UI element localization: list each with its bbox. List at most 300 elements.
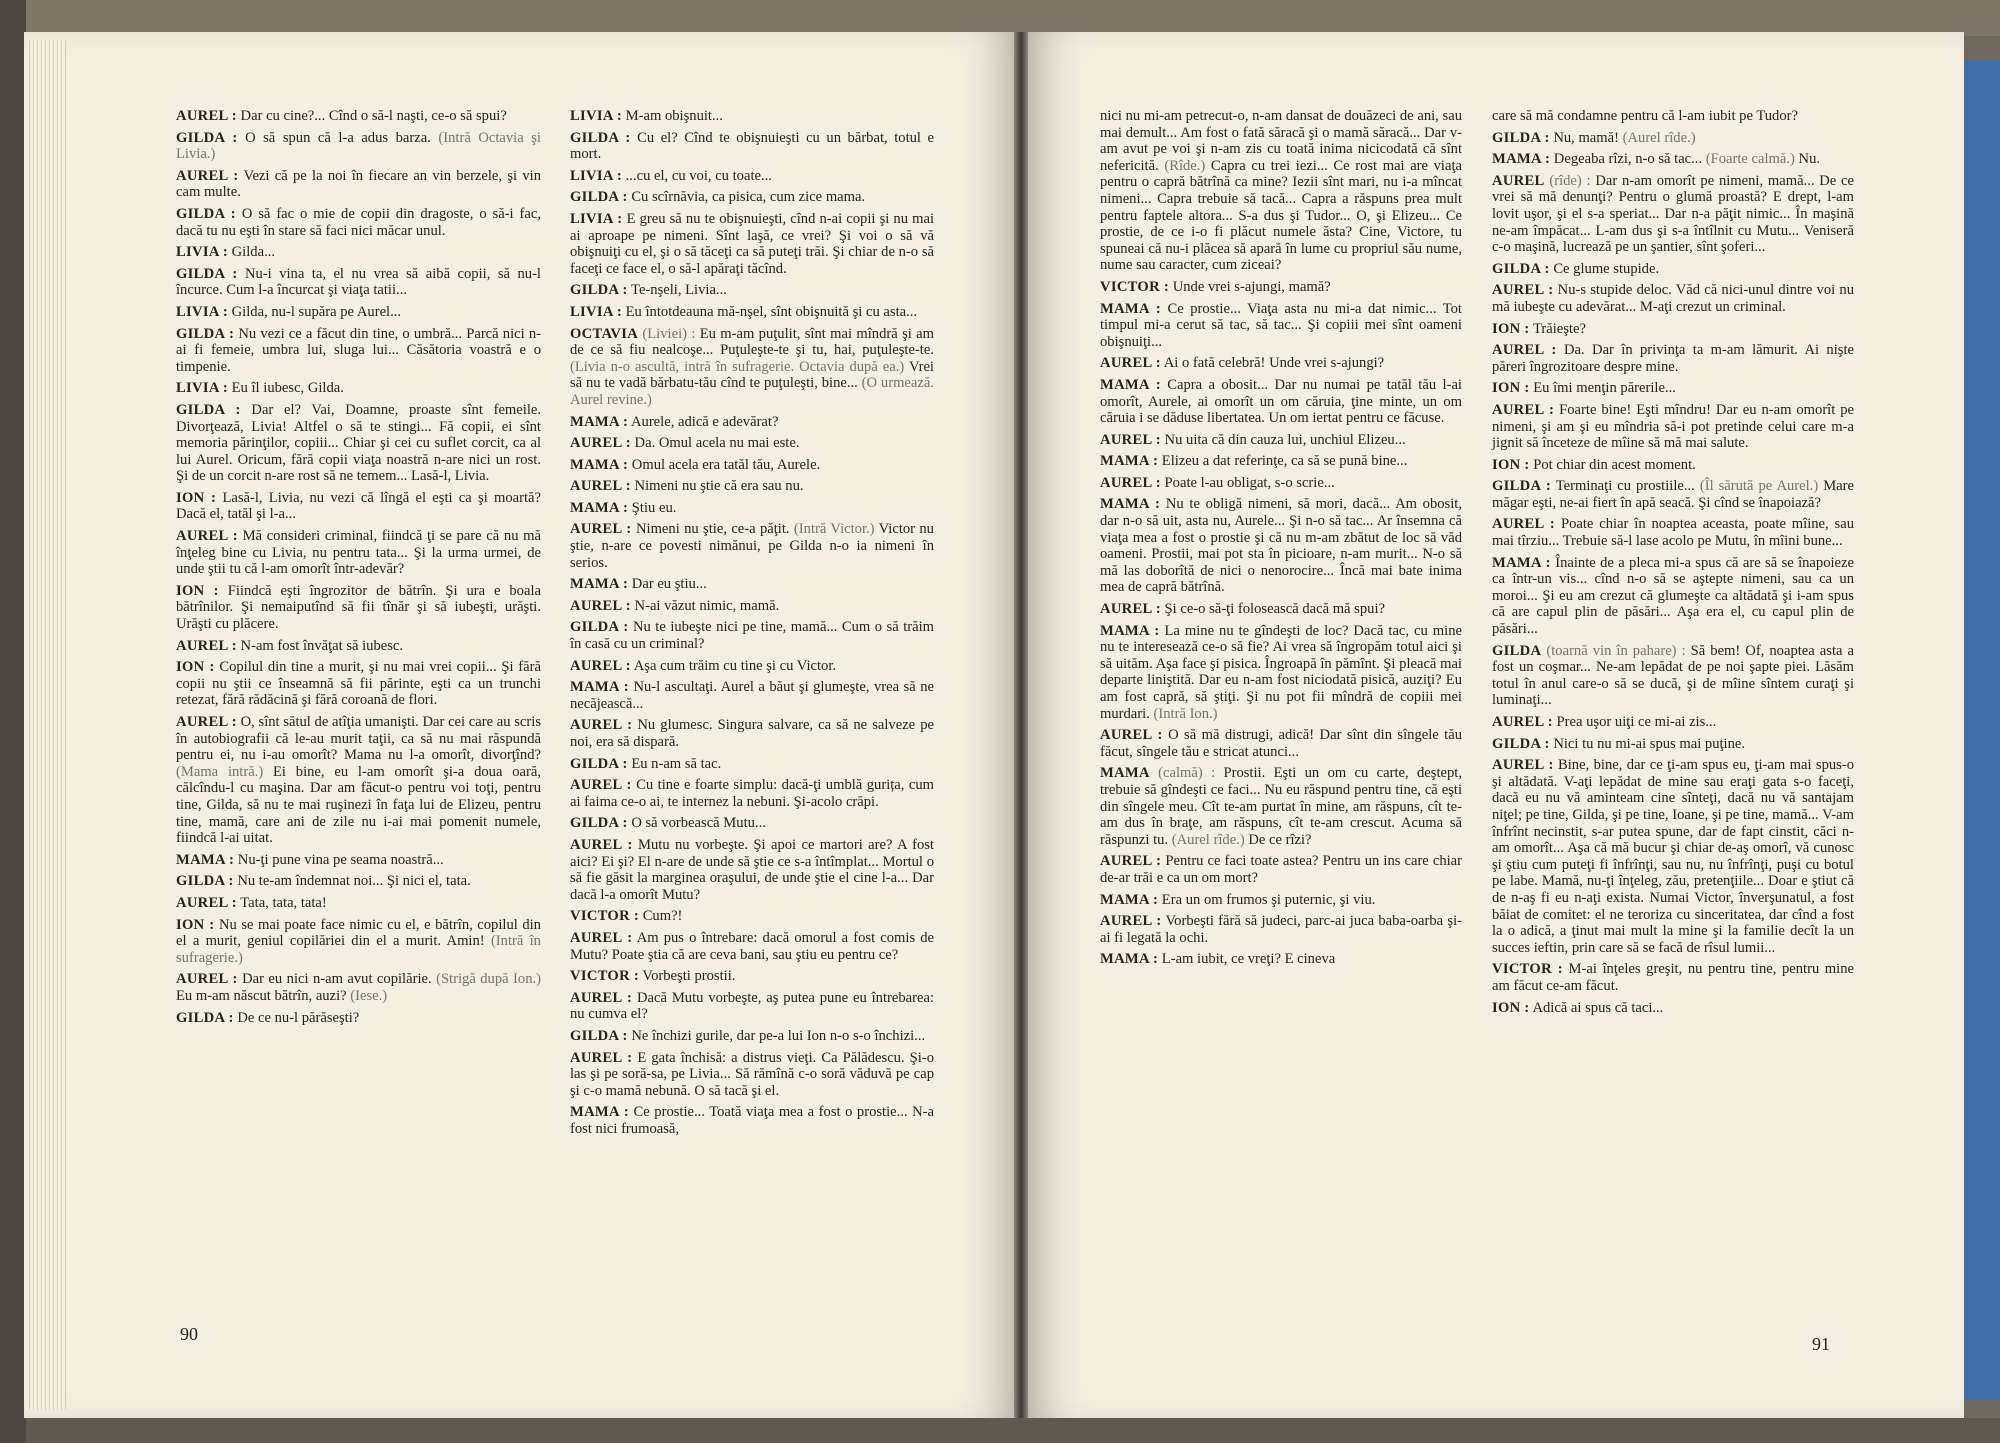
dialogue-line <box>176 873 541 890</box>
dialogue-text: Vrei să nu te vadă bărbatu-tău cînd te puţuleşti, bine... <box>570 358 934 392</box>
dialogue-text: O să mă distrugi, adică! Dar sînt din sîngele tău făcut, sîngele tău e stricat atunci... <box>1100 727 1462 760</box>
dialogue-line <box>570 576 934 593</box>
dialogue-text: Nu. <box>1798 151 1821 168</box>
speaker-name: LIVIA : <box>570 210 623 227</box>
dialogue-text: Trăieşte? <box>1532 320 1586 337</box>
speaker-name: MAMA : <box>570 576 629 593</box>
dialogue-text: Ştiu eu. <box>631 499 677 516</box>
speaker-name: ION : <box>1492 456 1530 473</box>
dialogue-text: Eu întotdeauna mă-nşel, sînt obişnuită şi cu asta... <box>625 303 918 320</box>
dialogue-text: Da. Omul acela nu mai este. <box>634 435 800 452</box>
dialogue-line <box>1492 757 1854 956</box>
dialogue-line <box>570 1104 934 1137</box>
speaker-name: GILDA : <box>1492 260 1550 277</box>
speaker-name: LIVIA : <box>176 303 228 320</box>
page-number-left: 90 <box>180 1324 198 1344</box>
dialogue-line <box>570 211 934 277</box>
speaker-name: GILDA : <box>176 129 238 146</box>
dialogue-line <box>176 917 541 967</box>
speaker-name: MAMA : <box>570 413 629 430</box>
speaker-name: ION : <box>176 659 215 676</box>
dialogue-text: Tata, tata, tata! <box>240 894 327 911</box>
dialogue-line <box>1492 261 1854 278</box>
speaker-name: AUREL : <box>570 929 633 946</box>
dialogue-line <box>176 304 541 321</box>
dialogue-line <box>1492 151 1854 168</box>
dialogue-line <box>176 528 541 578</box>
dialogue-text: Prea uşor uiţi ce mi-ai zis... <box>1556 714 1717 730</box>
speaker-name: AUREL : <box>176 108 237 124</box>
dialogue-text: Unde vrei s-ajungi, mamă? <box>1172 278 1331 295</box>
dialogue-line <box>570 521 934 571</box>
dialogue-text: Ei bine, eu l-am omorît şi-a doua oară, călcîndu-l cu maşina. Dar am făcut-o pentru voi toţi, pentru tine, Gilda, să nu te mai ruşinezi în faţa lui de Elizeu, pentru tine, mamă, care ani de zile nu i-ai mai pomenit numele, fiindcă l-ai uitat. <box>176 763 541 847</box>
dialogue-text: Nimeni nu ştie, ce-a păţit. <box>635 521 790 538</box>
dialogue-line <box>1100 892 1462 909</box>
dialogue-text: Nu vezi ce a făcut din tine, o umbră... Parcă nici n-ai fi femeie, umbra lui, sluga lui... Căsătoria voastră e o timpenie. <box>176 325 542 375</box>
dialogue-line <box>1492 130 1854 147</box>
dialogue-line <box>176 659 541 709</box>
dialogue-line <box>1100 108 1462 274</box>
speaker-name: AUREL : <box>570 435 631 452</box>
dialogue-line <box>1100 355 1462 372</box>
page-edges <box>26 40 66 1410</box>
speaker-name: AUREL : <box>1100 355 1161 372</box>
dialogue-line <box>1100 301 1462 351</box>
speaker-name: AUREL : <box>570 1049 633 1066</box>
dialogue-line <box>176 490 541 523</box>
dialogue-text: Da. Dar în privinţa ta m-am lămurit. Ai nişte păreri îngrozitoare despre mine. <box>1492 342 1854 375</box>
dialogue-text: Eu n-am să tac. <box>631 755 722 772</box>
speaker-name: AUREL : <box>1100 913 1162 930</box>
speaker-name: MAMA : <box>1100 891 1159 908</box>
dialogue-text: Elizeu a dat referinţe, ca să se pună bine... <box>1161 453 1408 470</box>
dialogue-text: Dar eu ştiu... <box>631 576 707 593</box>
dialogue-text: O să vorbească Mutu... <box>631 815 766 832</box>
dialogue-text: M-ai înţeles greşit, nu pentru tine, pentru mine am făcut ce-am făcut. <box>1492 961 1854 994</box>
dialogue-line <box>1492 173 1854 256</box>
dialogue-text: Nu te obligă nimeni, să mori, dacă... Am obosit, dar n-o să uit, asta nu, Aurele... Şi n-o să tac... Ar însemna că viaţa mea a fost o prostie şi că nu m-am zbătut de loc să văd oameni. Prostii, mai pot sta în picioare, n-am murit... N-o să mă las doborîtă de nici o nenorocire... Încă mai bate inima mea de capră bătrînă. <box>1100 496 1462 596</box>
book-gutter <box>1014 32 1028 1418</box>
text-column-1 <box>176 108 541 1031</box>
speaker-name: MAMA : <box>1492 554 1551 571</box>
speaker-name: AUREL <box>1492 172 1545 189</box>
bookmark-edge <box>1958 60 2000 1400</box>
dialogue-line <box>570 990 934 1023</box>
speaker-name: LIVIA : <box>570 108 622 124</box>
dialogue-line <box>570 435 934 452</box>
stage-direction: (Mama intră.) <box>176 763 264 780</box>
dialogue-line <box>176 168 541 201</box>
book-cover-top <box>0 0 2000 36</box>
speaker-name: MAMA : <box>1100 300 1161 317</box>
dialogue-text: Nu-ţi pune vina pe seama noastră... <box>237 851 444 868</box>
stage-direction: (Foarte calmă.) <box>1705 151 1795 168</box>
dialogue-text: Nu glumesc. Singura salvare, ca să ne salveze pe noi, era să dispară. <box>570 717 935 750</box>
dialogue-line <box>570 1050 934 1100</box>
speaker-name: ION : <box>176 916 215 933</box>
speaker-name: AUREL : <box>1100 431 1161 448</box>
dialogue-text: Prostii. Eşti un om cu carte, deştept, trebuie să gîndeşti ce faci... Nu eu răspund pentru tine, că eşti din sîngele meu. Cît te-am purtat în mine, am răspuns, cît te-am dus în braţe, am răspuns, cît te-am crescut. Acuma să răspunzi tu. <box>1100 765 1462 848</box>
dialogue-text: Eu îl iubesc, Gilda. <box>231 380 344 397</box>
speaker-name: AUREL : <box>570 836 633 853</box>
dialogue-text: Eu îmi menţin părerile... <box>1533 380 1676 397</box>
speaker-name: MAMA <box>1100 765 1150 782</box>
speaker-name: GILDA : <box>176 401 241 418</box>
dialogue-line <box>1492 1000 1854 1017</box>
dialogue-text: Dacă Mutu vorbeşte, aş putea pune eu întrebarea: nu cumva el? <box>570 989 935 1023</box>
dialogue-line <box>1492 380 1854 397</box>
speaker-name: LIVIA : <box>176 380 228 397</box>
speaker-name: GILDA : <box>176 873 234 890</box>
dialogue-line <box>1492 516 1854 549</box>
dialogue-line <box>1100 496 1462 596</box>
dialogue-text: Foarte bine! Eşti mîndru! Dar eu n-am omorît pe nimeni, şi am şi eu mîndria să-i pot pretinde celui care m-a jignit să înceteze de mîine să mă mai salute. <box>1492 401 1855 452</box>
dialogue-line <box>176 402 541 485</box>
stage-direction: (Intră Victor.) <box>793 521 875 538</box>
speaker-name: ION : <box>1492 320 1530 337</box>
speaker-name: GILDA : <box>570 815 628 832</box>
dialogue-text: E gata închisă: a distrus vieţi. Ca Pălădescu. Şi-o las şi pe soră-sa, pe Livia... Să rămînă c-o soră văduvă pe cap şi c-o mamă nebună. O să tacă şi el. <box>570 1049 935 1099</box>
stage-direction: (Aurel rîde.) <box>1171 831 1245 848</box>
speaker-name: VICTOR : <box>570 968 640 985</box>
speaker-name: AUREL : <box>1100 853 1162 870</box>
dialogue-line <box>1492 643 1854 709</box>
dialogue-line <box>176 380 541 397</box>
dialogue-line <box>1100 279 1462 296</box>
dialogue-line <box>176 206 541 239</box>
stage-direction: (Strigă după Ion.) <box>436 971 541 988</box>
dialogue-line <box>1100 951 1462 968</box>
dialogue-text: Ce prostie... Viaţa asta nu mi-a dat nimic... Tot timpul mi-a cerut să tac, să tac... Şi copiii mei sînt oameni obişnuiţi... <box>1100 300 1462 350</box>
dialogue-line <box>570 717 934 750</box>
dialogue-text: Mare măgar eşti, ne-ai fiert în apă seacă. Şi cînd se înapoiază? <box>1492 478 1854 511</box>
speaker-name: AUREL : <box>570 597 631 614</box>
dialogue-line <box>1492 736 1854 753</box>
dialogue-text: Cu tine e foarte simplu: dacă-ţi umblă gurița, cum ai faima ce-o ai, te internez la nebuni. Şi-acolo crăpi. <box>570 777 935 810</box>
speaker-name: ION : <box>176 489 217 506</box>
speaker-name: AUREL : <box>176 167 239 184</box>
stage-direction: (Rîde.) <box>1164 157 1206 174</box>
dialogue-text: Să bem! Of, noaptea asta a fost un coşmar... Ne-am lepădat de pe noi şapte piei. Lăsăm totul în anul care-o să se ducă, şi de mîine sîntem curaţi şi luminaţi... <box>1492 642 1854 709</box>
dialogue-text: Nu-i vina ta, el nu vrea să aibă copii, să nu-l încurce. Cum l-a încurcat şi viaţa tatii... <box>176 265 541 299</box>
text-column-4 <box>1492 108 1854 1021</box>
dialogue-text: O, sînt sătul de atîţia umanişti. Dar cei care au scris în autobiografii că le-au murit taţii, ca să nu mai răspundă pentru ei, nu i-au omorît? Mama nu l-a omorît, divorţînd? <box>176 714 541 764</box>
speaker-name: MAMA : <box>570 1104 630 1121</box>
speaker-name: MAMA : <box>1100 951 1159 968</box>
stage-direction: (Livia n-o ascultă, intră în sufragerie. Octavia după ea.) <box>570 358 905 375</box>
dialogue-text: Mutu nu vorbeşte. Şi apoi ce martori are? A fost aici? Ei şi? El n-are de unde să ştie ce s-a întîmplat... Mortul o să fie găsit la marginea oraşului, de unde ştie el cine l-a... Dar dacă l-a omorît Mutu? <box>570 836 934 903</box>
dialogue-text: Poate l-au obligat, s-o scrie... <box>1164 474 1335 491</box>
dialogue-line <box>570 1028 934 1045</box>
dialogue-line <box>176 244 541 261</box>
speaker-name: ION : <box>1492 999 1530 1016</box>
dialogue-line <box>176 971 541 1004</box>
dialogue-line <box>176 266 541 299</box>
speaker-name: LIVIA : <box>570 167 622 184</box>
dialogue-text: Copilul din tine a murit, şi nu mai vrei copii... Şi fără copii nu ştii ce înseamnă să fii părinte, eşti ca un trunchi retezat, fără rădăcină şi fără coroană de flori. <box>176 659 541 709</box>
speaker-name: MAMA : <box>570 679 629 696</box>
book-cover-left <box>0 0 26 1443</box>
stage-direction: (rîde) : <box>1549 172 1591 189</box>
dialogue-text: Nu-l ascultaţi. Aurel a băut şi glumeşte, vrea să ne necăjească... <box>570 679 934 712</box>
dialogue-line <box>1100 432 1462 449</box>
dialogue-text: Pot chiar din acest moment. <box>1533 456 1696 473</box>
speaker-name: MAMA : <box>1100 453 1159 470</box>
speaker-name: AUREL : <box>570 717 633 734</box>
speaker-name: VICTOR : <box>1492 961 1563 978</box>
dialogue-text: Nu te iubeşte nici pe tine, mamă... Cum o să trăim în casă cu un criminal? <box>570 619 934 653</box>
dialogue-line <box>570 326 934 409</box>
dialogue-text: Victor nu ştie, n-are ce povesti nimănui, pe Gilda n-o ia nimeni în serios. <box>570 521 934 571</box>
dialogue-line <box>1492 321 1854 338</box>
speaker-name: MAMA : <box>570 499 629 516</box>
dialogue-text: Vezi că pe la noi în fiecare an vin berzele, şi vin cam multe. <box>176 167 541 201</box>
dialogue-text: Cu scîrnăvia, ca pisica, cum zice mama. <box>631 189 866 206</box>
dialogue-text: De ce nu-l părăseşti? <box>237 1009 360 1026</box>
speaker-name: MAMA : <box>176 851 235 868</box>
stage-direction: (calmă) : <box>1158 765 1216 782</box>
dialogue-text: Nu se mai poate face nimic cu el, e bătrîn, copilul din el a murit, geniul copilăriei din el a murit. Amin! <box>176 916 541 950</box>
speaker-name: GILDA : <box>570 755 628 772</box>
book-cover-bottom <box>0 1418 2000 1443</box>
dialogue-text: Era un om frumos şi puternic, şi viu. <box>1161 891 1376 908</box>
dialogue-line <box>1492 478 1854 511</box>
stage-direction: (Intră Octavia şi Livia.) <box>176 129 541 163</box>
stage-direction: (Îl sărută pe Aurel.) <box>1699 478 1819 495</box>
dialogue-text: N-am fost învăţat să iubesc. <box>240 637 404 654</box>
dialogue-text: L-am iubit, ce vreţi? E cineva <box>1161 951 1336 968</box>
dialogue-line <box>570 837 934 903</box>
speaker-name: AUREL : <box>570 478 631 495</box>
dialogue-line <box>570 968 934 985</box>
stage-direction: (Intră Ion.) <box>1153 705 1218 722</box>
stage-direction: (Intră în sufragerie.) <box>176 933 541 966</box>
dialogue-line <box>176 714 541 847</box>
text-column-3 <box>1100 108 1462 973</box>
dialogue-line <box>176 130 541 163</box>
speaker-name: GILDA : <box>570 282 628 299</box>
dialogue-line <box>1492 555 1854 638</box>
dialogue-line <box>1100 765 1462 848</box>
speaker-name: AUREL : <box>1100 474 1161 491</box>
speaker-name: GILDA : <box>176 325 235 342</box>
dialogue-line <box>570 619 934 652</box>
dialogue-line <box>570 478 934 495</box>
speaker-name: ION : <box>1492 380 1530 397</box>
dialogue-line <box>570 908 934 925</box>
dialogue-line <box>570 777 934 810</box>
stage-direction: (toarnă vin în pahare) : <box>1546 642 1686 659</box>
dialogue-line <box>1492 342 1854 375</box>
dialogue-text: Poate chiar în noaptea aceasta, poate mîine, sau mai tîrziu... Trebuie să-l lase acolo pe Mutu, în mîini bune... <box>1492 516 1854 550</box>
speaker-name: VICTOR : <box>1100 278 1170 295</box>
speaker-name: AUREL : <box>176 637 237 654</box>
dialogue-line <box>176 895 541 912</box>
speaker-name: GILDA : <box>1492 735 1550 752</box>
dialogue-line <box>570 815 934 832</box>
speaker-name: AUREL : <box>570 989 633 1006</box>
speaker-name: GILDA <box>1492 642 1542 659</box>
dialogue-text: Bine, bine, dar ce ţi-am spus eu, ţi-am mai spus-o şi altădată. V-aţi lepădat de mine sau eraţi gata s-o faceţi, dacă eu nu vă aminteam cine sînteţi, dacă nu vă santajam niţel; pe tine, Gilda, şi pe tine, Ioane, şi pe tine, mamă... V-am înfrînt necinstit, s-ar putea spune, dar de fapt cinstit, căci n-am omorît... Aşa că mă bucur şi chiar de-aş omorî, vă cunosc şi ştiu cum puteţi fi înfrînţi, sau nu, nu înfrînţi, puşi cu botul pe labe. Mamă, nu-ţi înţeleg, zău, pretenţiile... Doar e ştiut că de n-aş fi eu n-aţi exista. Numai Victor, înverşunatul, a fost băiat de comitet: el ne teroriza cu sinceritatea, dar cînd a fost la o adică, a ţinut mai mult la mine şi la familie decît la un succes ieftin, prin care să se facă de rîsul lumii... <box>1492 757 1854 956</box>
dialogue-text: Pentru ce faci toate astea? Pentru un ins care chiar de-ar trăi e ca un om mort? <box>1100 853 1463 886</box>
dialogue-text: Nu, mamă! <box>1553 129 1619 146</box>
dialogue-text: Mă consideri criminal, fiindcă ţi se pare că nu mă înţeleg bine cu Livia, nu pentru tata... Şi la urma urmei, de unde ştii tu că l-am omorît într-adevăr? <box>176 528 541 578</box>
dialogue-line <box>1492 282 1854 315</box>
dialogue-text: Vorbeşti prostii. <box>642 968 736 985</box>
dialogue-line <box>1100 623 1462 723</box>
dialogue-line <box>570 304 934 321</box>
dialogue-line <box>1492 402 1854 452</box>
stage-direction: (Liviei) : <box>642 325 696 342</box>
page-number-right: 91 <box>1812 1334 1830 1354</box>
speaker-name: OCTAVIA <box>570 325 639 342</box>
dialogue-text: N-ai văzut nimic, mamă. <box>634 597 780 614</box>
stage-direction: (Aurel rîde.) <box>1622 129 1696 146</box>
dialogue-text: Degeaba rîzi, n-o să tac... <box>1553 151 1703 168</box>
dialogue-line <box>1100 475 1462 492</box>
dialogue-text: Şi ce-o să-ţi folosească dacă mă spui? <box>1164 601 1385 618</box>
dialogue-text: Vorbeşti fără să judeci, parc-ai juca baba-oarba şi-ai fi legată la ochi. <box>1100 913 1463 946</box>
speaker-name: AUREL : <box>176 528 238 545</box>
speaker-name: AUREL : <box>176 714 237 730</box>
dialogue-line <box>1100 601 1462 618</box>
dialogue-text: Ai o fată celebră! Unde vrei s-ajungi? <box>1163 355 1385 372</box>
dialogue-line <box>176 1010 541 1027</box>
dialogue-text: Nimeni nu ştie că era sau nu. <box>634 478 804 495</box>
dialogue-line <box>570 282 934 299</box>
dialogue-text: Lasă-l, Livia, nu vezi că lîngă el eşti ca şi moartă? Dacă el, tatăl şi l-a... <box>176 489 541 523</box>
dialogue-text: De ce rîzi? <box>1248 831 1312 848</box>
dialogue-line <box>1100 727 1462 760</box>
speaker-name: AUREL : <box>1492 342 1557 359</box>
dialogue-text: Terminaţi cu prostiile... <box>1555 478 1695 495</box>
dialogue-line <box>1100 913 1462 946</box>
dialogue-text: Omul acela era tatăl tău, Aurele. <box>631 456 821 473</box>
speaker-name: AUREL : <box>1492 282 1554 299</box>
dialogue-line <box>1492 714 1854 731</box>
dialogue-text: Ne închizi gurile, dar pe-a lui Ion n-o s-o închizi... <box>631 1027 926 1044</box>
speaker-name: GILDA : <box>176 205 236 222</box>
speaker-name: MAMA : <box>1492 151 1551 168</box>
dialogue-line <box>570 500 934 517</box>
dialogue-text: La mine nu te gîndeşti de loc? Dacă tac, cu mine nu te interesează ce-o să fie? Ai vrea să îngropăm totul aici şi să uităm. Aşa face şi pisica. Îngroapă în pămînt. Şi pleacă mai departe liniştită. Dar eu n-am fost niciodată pisică, auziţi? Eu am fost capră, să ştiţi. Şi nu pot fii mîndră de copiii mei murdari. <box>1100 622 1462 722</box>
speaker-name: GILDA : <box>570 189 628 206</box>
stage-direction: (Iese.) <box>350 987 388 1004</box>
speaker-name: AUREL : <box>176 894 237 911</box>
dialogue-line <box>1100 853 1462 886</box>
dialogue-line <box>570 108 934 125</box>
dialogue-text: Fiindcă eşti îngrozitor de bătrîn. Şi ura e boala bătrînilor. Şi nemaiputînd să fii tînăr şi să iubeşti, urăşti. Urăşti cu plăcere. <box>176 582 541 633</box>
speaker-name: AUREL : <box>1100 601 1161 618</box>
dialogue-text: Aurele, adică e adevărat? <box>630 413 779 430</box>
dialogue-text: Dar n-am omorît pe nimeni, mamă... De ce vrei să mă denunţi? Pentru o glumă proastă? E drept, l-am lovit uşor, şi el s-a speriat... Dar n-a păţit nimic... În maşină ne-am împăcat... L-am dus şi s-a întîlnit cu Mutu... Veniseră c-o maşină, lucrează pe un şantier, sînt şoferi... <box>1492 172 1854 256</box>
dialogue-text: Dar cu cine?... Cînd o să-l naşti, ce-o să spui? <box>240 108 507 124</box>
dialogue-line <box>176 638 541 655</box>
dialogue-line <box>1100 377 1462 427</box>
dialogue-line <box>176 108 541 125</box>
speaker-name: AUREL : <box>570 777 632 794</box>
speaker-name: GILDA : <box>1492 478 1551 495</box>
dialogue-line <box>570 598 934 615</box>
speaker-name: LIVIA : <box>570 303 622 320</box>
dialogue-text: Nici tu nu mi-ai spus mai puţine. <box>1553 735 1746 752</box>
dialogue-line <box>570 930 934 963</box>
dialogue-text: Cu el? Cînd te obişnuieşti cu un bărbat, totul e mort. <box>570 129 935 163</box>
dialogue-line <box>176 583 541 633</box>
speaker-name: GILDA : <box>176 265 238 282</box>
dialogue-text: Gilda... <box>231 244 276 261</box>
speaker-name: AUREL : <box>570 521 632 538</box>
speaker-name: AUREL : <box>1492 714 1553 730</box>
dialogue-text: Te-nşeli, Livia... <box>631 282 727 299</box>
dialogue-text: Eu m-am născut bătrîn, auzi? <box>176 987 347 1004</box>
dialogue-line <box>176 852 541 869</box>
speaker-name: AUREL : <box>1492 401 1555 418</box>
speaker-name: GILDA : <box>1492 129 1550 146</box>
dialogue-text: M-am obişnuit... <box>625 108 723 124</box>
speaker-name: AUREL : <box>176 971 238 988</box>
dialogue-text: Am pus o întrebare: dacă omorul a fost comis de Mutu? Poate ştia că are ceva bani, sau ştiu eu pentru ce? <box>570 929 935 963</box>
dialogue-line <box>570 130 934 163</box>
dialogue-text: Aşa cum trăim cu tine şi cu Victor. <box>633 657 837 674</box>
dialogue-line <box>176 326 541 376</box>
stage-direction: (O urmează. Aurel revine.) <box>570 375 934 408</box>
speaker-name: MAMA : <box>1100 376 1161 393</box>
dialogue-line <box>570 189 934 206</box>
dialogue-text: Eu m-am puţulit, sînt mai mîndră şi am de ce să fiu nealcoşe... Puţuleşte-te şi tu, hai, puţuleşte-te. <box>570 325 934 359</box>
dialogue-text: Gilda, nu-l supăra pe Aurel... <box>231 303 402 320</box>
dialogue-text: care să mă condamne pentru că l-am iubit pe Tudor? <box>1492 108 1798 124</box>
speaker-name: ION : <box>176 582 219 599</box>
dialogue-text: Capra a obosit... Dar nu numai pe tatăl tău l-ai omorît, Aurele, ai omorît un om căruia, ţine minte, un om căruia i se dăduse libertatea. Un om iertat pentru ce făcuse. <box>1100 376 1462 427</box>
dialogue-line <box>570 414 934 431</box>
speaker-name: LIVIA : <box>176 244 228 261</box>
dialogue-text: Capra cu trei iezi... Ce rost mai are viaţa pentru o capră bătrînă ca mine? Iezii sînt mari, nu i-a mîncat nimeni... Capra trebuie să tacă... Capra a răspuns prea mult pentru faptele altora... S-a dus şi Tudor... O, şi Elizeu... Ce prostie, de ce i-o fi plăcut numele ăsta? Cine, Victore, tu spuneai că nu-i plăcea să apară în lume cu propriul său nume, nume sau caracter, cum ziceai? <box>1100 157 1462 274</box>
dialogue-line <box>1492 108 1854 125</box>
dialogue-line <box>570 658 934 675</box>
speaker-name: MAMA : <box>570 456 629 473</box>
dialogue-text: Nu uita că din cauza lui, unchiul Elizeu... <box>1164 431 1406 448</box>
speaker-name: MAMA : <box>1100 496 1161 513</box>
dialogue-line <box>570 756 934 773</box>
dialogue-text: Cum?! <box>642 908 683 925</box>
dialogue-text: Ce glume stupide. <box>1553 260 1660 277</box>
speaker-name: AUREL : <box>570 657 631 674</box>
speaker-name: AUREL : <box>1492 516 1556 533</box>
dialogue-text: O să fac o mie de copii din dragoste, o să-i fac, dacă tu nu eşti în stare să faci nici măcar unul. <box>176 205 541 239</box>
text-column-2 <box>570 108 934 1142</box>
dialogue-text: E greu să nu te obişnuieşti, cînd n-ai copii şi nu mai ai aproape pe nimeni. Sînt laşă, ce vrei? Şi voi o să vă obişnuiţi cu el, şi o să tăceţi ca să puteţi trăi. Şi chiar de n-o să faceţi ce face el, o să-l apăraţi tăcînd. <box>570 210 934 277</box>
dialogue-text: Nu-s stupide deloc. Văd că nici-unul dintre voi nu mă iubeşte cu adevărat... M-aţi crezut un criminal. <box>1492 282 1855 315</box>
dialogue-text: Dar eu nici n-am avut copilărie. <box>242 971 432 988</box>
dialogue-text: ...cu el, cu voi, cu toate... <box>625 167 772 184</box>
speaker-name: AUREL : <box>1100 727 1163 744</box>
speaker-name: GILDA : <box>570 619 629 636</box>
speaker-name: GILDA : <box>570 1027 628 1044</box>
dialogue-text: nici nu mi-am petrecut-o, n-am dansat de douăzeci de ani, sau mai demult... Am fost o fată săracă şi o mamă săracă... Dar v-am avut pe voi şi n-am zis cu toată inima nicicodată că sînt nefericită. <box>1100 108 1462 174</box>
dialogue-line <box>570 457 934 474</box>
speaker-name: GILDA : <box>570 129 631 146</box>
dialogue-text: Dar el? Vai, Doamne, proaste sînt femeile. Divorţează, Livia! Altfel o să te stingi... Fă copii, ei sînt memoria părinţilor, copiii... Chiar şi cei cu suflet corcit, ca al lui Aurel. Oricum, fără copii viaţa noastră n-are nici un rost. Şi de un corcit n-are rost să ne temem... Lasă-l, Livia. <box>176 401 541 485</box>
dialogue-text: Înainte de a pleca mi-a spus că are să se înapoieze ca într-un vis... cînd n-o să se aştepte nimeni, sau ca un moroi... Şi eu am crezut că glumeşte ca altădată şi i-am spus că are capul plin de păsări... Aşa era el, cu capul plin de păsări... <box>1492 554 1854 638</box>
dialogue-line <box>570 168 934 185</box>
dialogue-line <box>570 679 934 712</box>
dialogue-text: Ce prostie... Toată viaţa mea a fost o prostie... N-a fost nici frumoasă, <box>570 1104 934 1137</box>
speaker-name: GILDA : <box>176 1009 234 1026</box>
dialogue-line <box>1100 453 1462 470</box>
dialogue-text: Adică ai spus că taci... <box>1532 999 1664 1016</box>
speaker-name: AUREL : <box>1492 757 1554 774</box>
